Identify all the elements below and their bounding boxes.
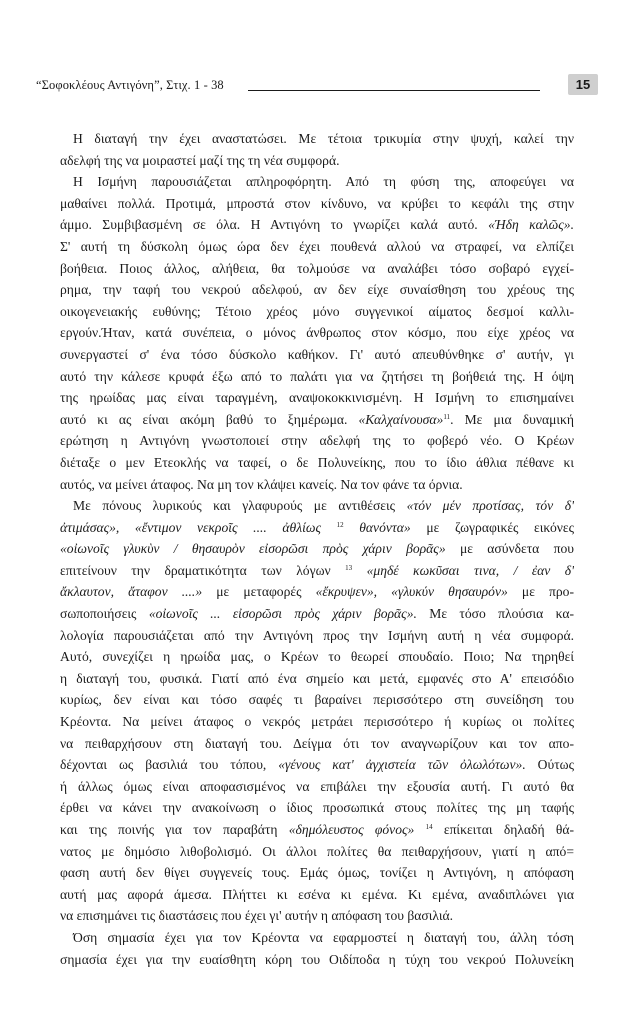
text-line [60,776,574,798]
text-run: και της ποινής για τον παραβάτη [60,822,289,837]
text-line [60,646,574,668]
text-run: με ζωγραφικές εικόνες [410,519,574,535]
text-line [60,387,574,409]
text-run: άμμο. Συμβιβασμένη σε όλα. Η Αντιγόνη το γνωρίζει καλά αυτό. [60,217,489,233]
text-line [60,171,574,193]
text-run: έρθει να κάνει την ανακοίνωση ο ίδιος προσωπικά στους πολίτες της μη ταφής [60,800,574,816]
text-line [60,581,574,603]
text-line [60,603,574,625]
paragraph [60,495,574,927]
text-run: Όση σημασία έχει για τον Κρέοντα να εφαρμοστεί η διαταγή του, άλλη τόση [73,929,574,945]
quotation: «γένους κατ' ἀγχιστεία τῶν ὀλωλότων». [278,757,526,773]
text-run: σημασία έχει για την ευαίσθητη κόρη του Οιδίποδα η τύχη του νεκρού Πολυνείκη [60,951,574,967]
text-line [60,625,574,647]
footnote-ref: 13 [345,563,353,572]
text-run: αυτό την κάλεσε κρυφά έξω από το παλάτι για να ζητήσει τη βοήθειά της. Η όψη [60,368,574,384]
text-run: ρημα, την ταφή του νεκρού αδελφού, αν δεν είχε συναίσθηση του χρέους της [60,282,574,298]
text-line [60,236,574,258]
quotation: «μηδέ κωκῦσαι τινα, / ἐαν δ' [366,562,574,578]
text-run: συνεργαστεί σ' ένα τόσο δύσκολο καθήκον. Γι' αυτό απευθύνθηκε σ' αυτήν, γι [60,346,574,362]
quotation: ἀτιμάσας», «ἔντιμον νεκροῖς .... ἀθλίως [60,519,321,535]
text-line [60,841,574,863]
text-run: επίκειται δηλαδή θά- [432,822,574,837]
text-run: να επισημάνει τις διαστάσεις που έχει γι' αυτήν η απόφαση του βασιλιά. [60,908,454,924]
text-line [60,927,574,949]
paragraph [60,171,574,495]
text-line [60,517,574,539]
quotation: «οἰωνοῖς ... εἰσορῶσι πρὸς χάριν βορᾶς». [148,606,417,622]
footnote-ref: 12 [336,520,344,529]
text-run: επιτείνουν την δραματικότητα των λόγων [60,562,346,578]
page-number-badge: 15 [568,74,598,95]
quotation: «δημόλευστος φόνος» [288,822,415,837]
text-run: σωποποιήσεις [60,606,149,622]
text-run: κυρίως, δεν είναι και τόσο σαφές τι βαραίνει περισσότερο στη συνείδηση του [60,692,574,708]
text-run: Κρέοντα. Να μείνει άταφος ο νεκρός μετράει περισσότερο ή κυρίως οι πολίτες [60,714,574,730]
text-run: αυτή μας αφορά άμεσα. Πλήττει κι εσένα κι εμένα. Κι εμένα, αναδιπλώνει για [60,886,574,902]
text-line [60,949,574,971]
text-run: Ούτως [525,757,574,773]
text-run: . Με μια δυναμική [450,411,574,427]
text-run: αυτός, να μείνει άταφος. Να μη τον κλάψει κανείς. Να τον φάνε τα όρνια. [60,476,463,492]
text-run: διέταξε ο μεν Ετεοκλής να ταφεί, ο δε Πολυνείκης, που το ίδιο άθλια πέθανε κι [60,454,574,470]
text-line [60,754,574,776]
text-run [321,520,337,535]
text-run: να πειθαρχήσουν στη διαταγή του. Δείγμα ότι τον αναγνωρίζουν και τον απο- [60,735,574,751]
text-run: δέχονται ως βασιλιά του τόπου, [60,757,279,773]
text-run: βοήθεια. Ποιος άλλος, αλήθεια, θα τολμούσε να αναλάβει τόσο σοβαρό εγχεί- [60,260,574,276]
quotation: «τόν μέν προτίσας, τόν δ' [406,498,574,514]
text-run: Η διαταγή την έχει αναστατώσει. Με τέτοια τρικυμία στην ψυχή, καλεί την [73,131,574,146]
text-line [60,344,574,366]
text-line [60,905,574,927]
text-run: Αυτό, συνεχίζει η ηρωίδα μας, ο Κρέων το θεωρεί σπουδαίο. Ποιο; Να τηρηθεί [60,649,574,665]
quotation: θανόντα» [359,519,411,535]
text-run: της ηρωίδας μας είναι ταραγμένη, αναψοκοκκινισμένη. Η Ισμήνη το επισημαίνει [60,390,574,406]
text-line [60,495,574,517]
text-run: Με τόσο πλούσια κα- [416,606,574,622]
quotation: ἄκλαυτον, ἄταφον ....» [60,584,203,600]
text-line [60,430,574,452]
running-head: “Σοφοκλέους Αντιγόνη”, Στιχ. 1 - 38 [36,78,224,92]
quotation: «Καλχαίνουσα» [358,411,444,427]
text-run: αδελφή της να μοιραστεί μαζί της τη νέα συμφορά. [60,152,340,168]
footnote-ref: 14 [425,823,433,831]
text-line [60,689,574,711]
text-line [60,819,574,841]
text-run: μαθαίνει πολλά. Προτιμά, μπροστά στον κίνδυνο, να κρύβει το κεφάλι της στην [60,195,574,211]
text-line [60,301,574,323]
text-run: φαση αυτή δεν θίγει συγγενείς τους. Εμάς όμως, τονίζει η Αντιγόνη, η απόφαση [60,865,574,881]
paragraph [60,128,574,171]
text-line [60,884,574,906]
text-line [60,322,574,344]
text-line [60,279,574,301]
text-run: Η Ισμήνη παρουσιάζεται απληροφόρητη. Από τη φύση της, αποφεύγει να [73,174,574,190]
text-line [60,193,574,215]
text-run: ερώτηση η Αντιγόνη γνωστοποιεί στην αδελφή της το φοβερό νέο. Ο Κρέων [60,433,574,449]
text-line [60,366,574,388]
text-line [60,668,574,690]
text-run: οικογενειακής ευθύνης; Τέτοιο χρέος μόνο συγγενικοί αίματος δεσμοί καλλι- [60,303,574,319]
quotation: «Ήδη καλῶς». [488,217,574,233]
text-run [352,563,366,578]
text-line [60,733,574,755]
text-line [60,150,574,172]
body-text [60,128,574,970]
text-line [60,797,574,819]
text-line [60,128,574,150]
text-line [60,409,574,431]
paragraph [60,927,574,970]
text-line [60,474,574,496]
text-run: Με πόνους λυρικούς και γλαφυρούς με αντιθέσεις [73,498,407,514]
page-header [26,74,600,98]
text-line [60,711,574,733]
text-run [414,822,425,837]
text-line [60,560,574,582]
text-line [60,538,574,560]
text-run: αυτό κι ας είναι ακόμη βαθύ το ξημέρωμα. [60,411,359,427]
text-run [344,520,360,535]
text-run: με ασύνδετα που [445,541,574,557]
text-run: η διαταγή του, φυσικά. Γιατί από ένα σημείο και μετά, εμφανές στο Α' επεισόδιο [60,670,574,686]
footnote-ref: 11 [443,412,451,421]
text-run: Σ' αυτή τη δύσκολη όμως ώρα δεν έχει πουθενά αλλού να στραφεί, να ελπίζει [60,238,574,254]
text-line [60,258,574,280]
text-run: ή άλλως όμως είναι αποφασισμένος να επιβάλει την εξουσία αυτή. Γι αυτό θα [60,778,574,794]
quotation: «οἰωνοῖς γλυκὺν / θησαυρὸν εἰσορῶσι πρὸς χάριν βορᾶς» [60,541,446,557]
text-line [60,862,574,884]
quotation: «ἔκρυψεν», «γλυκύν θησαυρόν» [315,584,508,600]
header-rule [248,90,540,91]
text-run: νατος με δημόσιο λιθοβολισμό. Οι άλλοι πολίτες θα πειθαρχήσουν, γιατί η από= [60,843,574,859]
text-run: εργούν.Ήταν, κατά συνέπεια, ο μόνος άνθρωπος στον κόσμο, που είχε χρέος να [60,325,574,341]
text-run: λολογία παρουσιάζεται από την Αντιγόνη προς την Ισμήνη αυτή η νέα συμφορά. [60,627,574,643]
text-run: με μεταφορές [202,584,316,600]
text-run: με προ- [507,584,574,600]
text-line [60,452,574,474]
text-line [60,214,574,236]
